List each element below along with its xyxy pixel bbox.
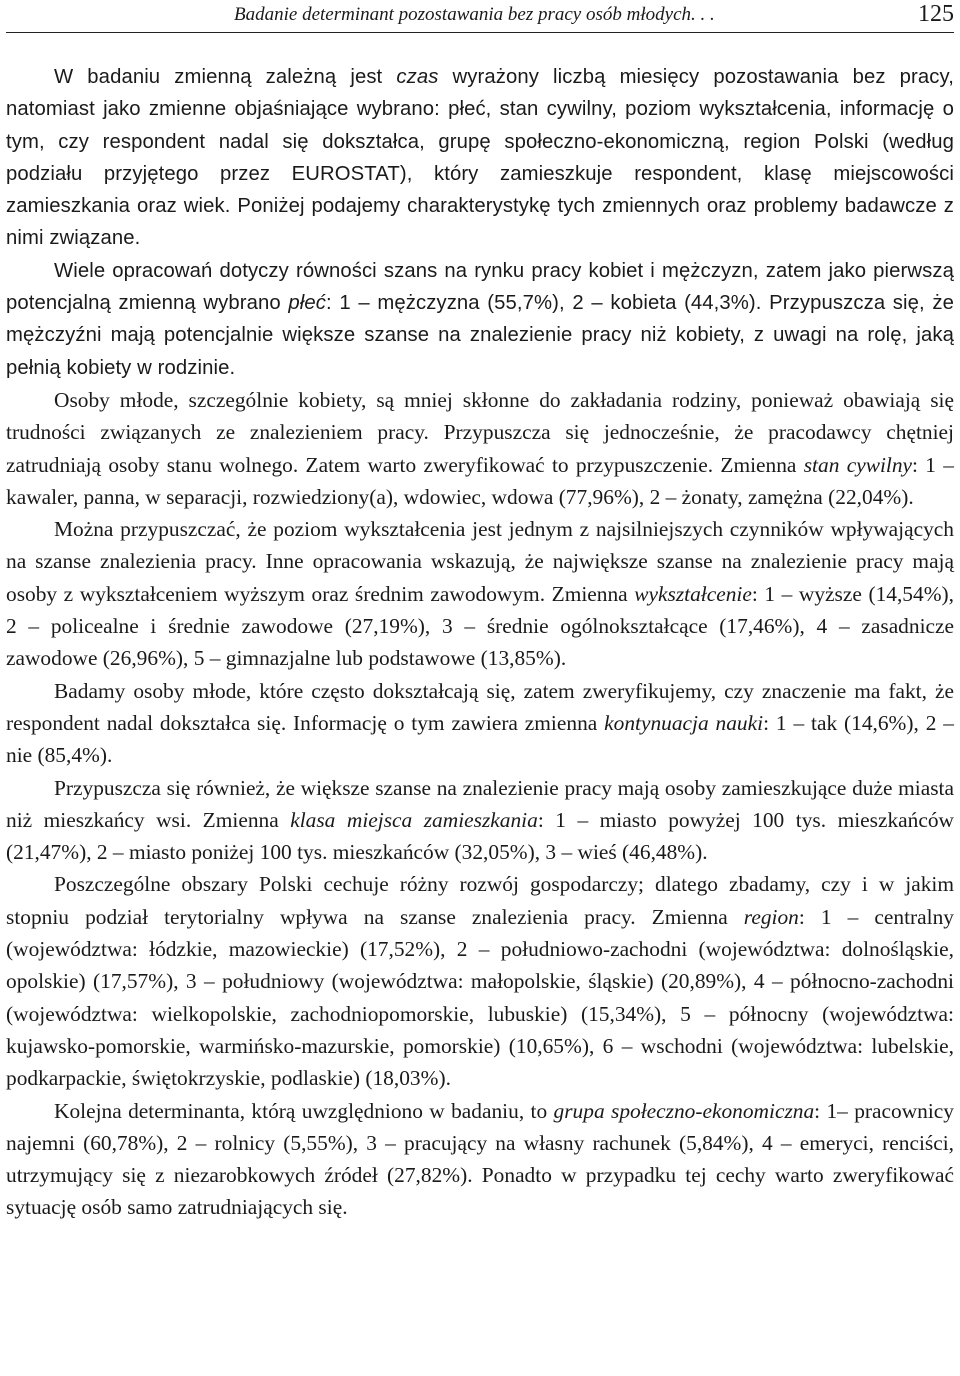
paragraph-region [6,868,954,1094]
paragraph-text: Przypuszcza się również, że większe szanse na znalezienie pracy mają osoby zamieszkujące duże miasta niż mieszkańcy wsi. Zmienna [6,775,954,832]
variable-name: płeć [288,292,327,315]
paragraph-text: Badamy osoby młode, które często dokształcają się, zatem zweryfikujemy, czy znaczenie ma fakt, że respondent nadal dokształca się. Informację o tym zawiera zmienna [6,678,954,735]
variable-name: stan cywilny [803,452,913,477]
variable-name: kontynuacja nauki [604,710,764,735]
paragraph-text: W badaniu zmienną zależną jest [54,66,397,88]
paragraph-text: Kolejna determinanta, którą uwzględniono w badaniu, to [54,1098,554,1123]
paragraph-text: Wiele opracowań dotyczy równości szans na rynku pracy kobiet i mężczyzn, zatem jako pierwszą potencjalną zmienną wybrano [6,259,954,315]
paragraph-text: Osoby młode, szczególnie kobiety, są mniej skłonne do zakładania rodziny, ponieważ obawiają się trudności związanych ze znalezieniem pracy. Przypuszcza się jednocześnie, że pracodawcy chętniej zatrudniają osoby stanu wolnego. Zatem warto zweryfikować to przypuszczenie. Zmienna [6,387,954,477]
running-header [6,0,954,33]
paragraph-text: : 1– pracownicy najemni (60,78%), 2 – rolnicy (5,55%), 3 – pracujący na własny rachunek (5,84%), 4 – emeryci, renciści, utrzymujący się z niezarobkowych źródeł (27,82%). Ponadto w przypadku tej cechy warto zweryfikować sytuację osób samo zatrudniających się. [6,1098,954,1220]
variable-name: wykształcenie [634,581,752,606]
body-text [6,61,954,1224]
book-page [6,0,954,1224]
paragraph-text: : 1 – miasto powyżej 100 tys. mieszkańców (21,47%), 2 – miasto poniżej 100 tys. mieszkańców (32,05%), 3 – wieś (46,48%). [6,807,954,865]
paragraph-text: : 1 – tak (14,6%), 2 – nie (85,4%). [6,710,954,768]
paragraph-marital-status [6,384,954,513]
paragraph-text: Można przypuszczać, że poziom wykształcenia jest jednym z najsilniejszych czynników wpływających na szanse znalezienia pracy. Inne opracowania wskazują, że największe szanse na znalezienie pracy mają osoby z wykształceniem wyższym oraz średnim zawodowym. Zmienna [6,517,954,606]
paragraph-education [6,513,954,674]
page-number: 125 [918,1,954,27]
paragraph-text: : 1 – wyższe (14,54%), 2 – policealne i średnie zawodowe (27,19%), 3 – średnie ogólnokształcące (17,46%), 4 – zasadnicze zawodowe (26,96%), 5 – gimnazjalne lub podstawowe (13,85%). [6,581,954,671]
variable-name: klasa miejsca zamieszkania [290,807,538,832]
variable-name: czas [396,66,439,88]
paragraph-dependent-variable [6,61,954,255]
paragraph-text: Poszczególne obszary Polski cechuje różny rozwój gospodarczy; dlatego zbadamy, czy i w jakim stopniu podział terytorialny wpływa na szanse znalezienia pracy. Zmienna [6,872,954,929]
paragraph-socioeconomic-group [6,1095,954,1224]
paragraph-text: : 1 – mężczyzna (55,7%), 2 – kobieta (44,3%). Przypuszcza się, że mężczyźni mają potencjalnie większe szanse na znalezienie pracy niż kobiety, z uwagi na rolę, jaką pełnią kobiety w rodzinie. [6,292,955,379]
variable-name: grupa społeczno-ekonomiczna [553,1098,815,1123]
variable-name: region [743,904,799,929]
paragraph-continued-education [6,675,954,772]
paragraph-place-of-residence [6,772,954,869]
paragraph-text: wyrażony liczbą miesięcy pozostawania bez pracy, natomiast jako zmienne objaśniające wybrano: płeć, stan cywilny, poziom wykształcenia, informację o tym, czy respondent nadal się dokształca, grupę społeczno-ekonomiczną, region Polski (według podziału przyjętego przez EUROSTAT), który zamieszkuje respondent, klasę miejscowości zamieszkania oraz wiek. Poniżej podajemy charakterystykę tych zmiennych oraz problemy badawcze z nimi związane. [6,66,954,250]
paragraph-text: : 1 – kawaler, panna, w separacji, rozwiedziony(a), wdowiec, wdowa (77,96%), 2 – żonaty, zamężna (22,04%). [6,452,955,509]
paragraph-text: : 1 – centralny (województwa: łódzkie, mazowieckie) (17,52%), 2 – południowo-zachodni (województwa: dolnośląskie, opolskie) (17,57%), 3 – południowy (województwa: małopolskie, śląskie) (20,89%), 4 – północno-zachodni (województwa: wielkopolskie, zachodniopomorskie, lubuskie) (15,34%), 5 – północny (województwa: kujawsko-pomorskie, warmińsko-mazurskie, pomorskie) (10,65%), 6 – wschodni (województwa: lubelskie, podkarpackie, świętokrzyskie, podlaskie) (18,03%). [6,904,954,1091]
paragraph-gender [6,255,954,384]
running-title: Badanie determinant pozostawania bez pracy osób młodych. . . [234,4,715,25]
